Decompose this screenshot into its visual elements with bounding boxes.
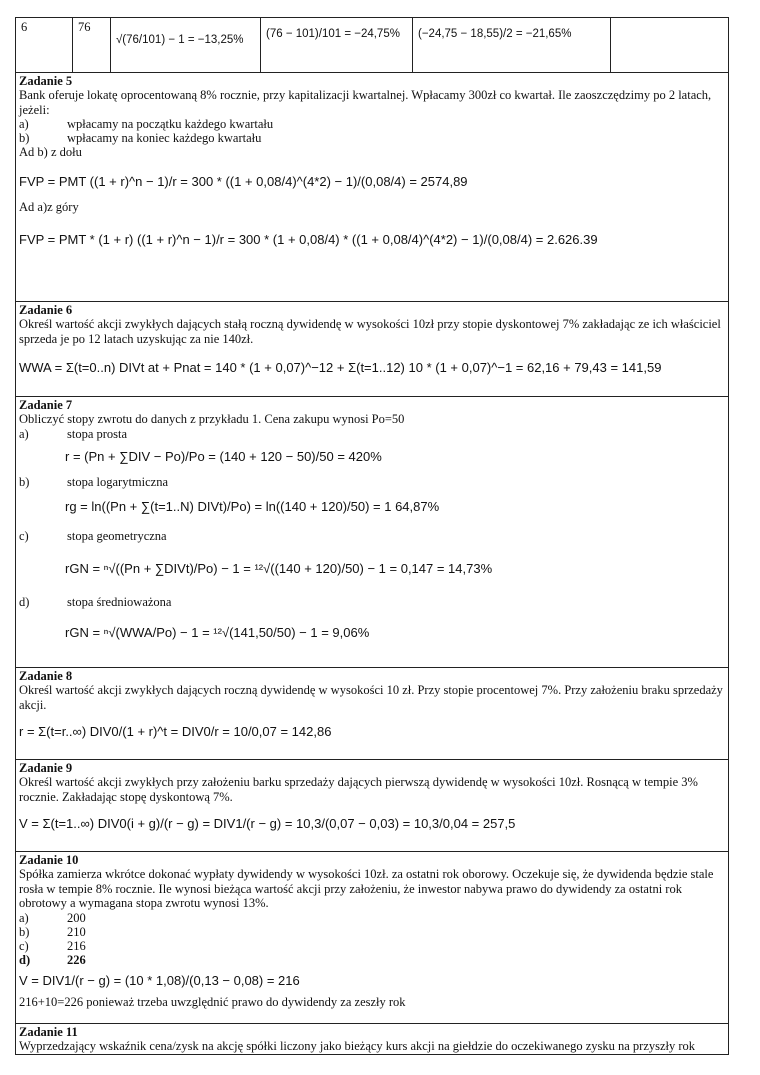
list-text: stopa geometryczna [67, 528, 167, 543]
task-5-option-b [19, 131, 725, 145]
list-text: wpłacamy na początku każdego kwartału [67, 117, 274, 131]
list-marker: a) [19, 117, 29, 131]
task-6-formula: WWA = Σ(t=0..n) DIVt at + Pnat = 140 * (1 + 0,07)^−12 + Σ(t=1..12) 10 * (1 + 0,07)^−1 = 62,16 + 79,43 = 141,59 [19, 360, 662, 375]
table-cell-empty [611, 18, 728, 72]
task-6-title: Zadanie 6 [19, 303, 73, 317]
task-5-title: Zadanie 5 [19, 74, 73, 88]
task-8-title: Zadanie 8 [19, 669, 73, 683]
task-9-title: Zadanie 9 [19, 761, 73, 775]
table-cell-formula-2: (76 − 101)/101 = −24,75% [261, 18, 413, 72]
task-11-section [16, 1024, 728, 1054]
task-9-text: Określ wartość akcji zwykłych przy założeniu barku sprzedaży dających pierwszą dywidendę w wysokości 10zł. Rosnącą w tempie 3% rocznie. Zakładając stopę dyskontową 7%. [19, 775, 698, 804]
task-7-formula-c: rGN = ⁿ√((Pn + ∑DIVt)/Po) − 1 = ¹²√((140 + 120)/50) − 1 = 0,147 = 14,73% [65, 560, 493, 576]
task-7-title: Zadanie 7 [19, 398, 73, 412]
task-7-formula-a: r = (Pn + ∑DIV − Po)/Po = (140 + 120 − 50)/50 = 420% [65, 448, 382, 464]
list-marker: d) [19, 952, 31, 967]
list-marker: b) [19, 131, 30, 145]
task-6-section [16, 302, 728, 397]
task-10-option-a [19, 911, 725, 925]
task-5-text: Bank oferuje lokatę oprocentowaną 8% rocznie, przy kapitalizacji kwartalnej. Wpłacamy 300zł co kwartał. Ile zaoszczędzimy po 2 latach, jeżeli: [19, 88, 712, 117]
task-10-option-d [19, 953, 725, 967]
list-text: wpłacamy na koniec każdego kwartału [67, 131, 262, 145]
list-text: 200 [67, 910, 86, 925]
list-marker: a) [19, 910, 29, 925]
list-marker: c) [19, 938, 29, 953]
task-5-section [16, 73, 728, 302]
task-11-title: Zadanie 11 [19, 1025, 78, 1039]
list-text: stopa logarytmiczna [67, 474, 169, 489]
task-7-item-c [19, 529, 725, 543]
list-marker: c) [19, 528, 29, 543]
task-5-ad-b: Ad b) z dołu [19, 145, 82, 159]
document-page [15, 17, 729, 1055]
task-10-section [16, 852, 728, 1024]
task-10-note: 216+10=226 ponieważ trzeba uwzględnić prawo do dywidendy za zeszły rok [19, 994, 406, 1009]
task-8-section [16, 668, 728, 760]
task-5-option-a [19, 117, 725, 131]
list-text: stopa prosta [67, 426, 128, 441]
task-10-option-b [19, 925, 725, 939]
table-cell-number: 6 [16, 18, 73, 72]
task-9-section [16, 760, 728, 852]
list-text: 226 [67, 952, 86, 967]
list-marker: d) [19, 594, 30, 609]
task-11-text: Wyprzedzający wskaźnik cena/zysk na akcję spółki liczony jako bieżący kurs akcji na giełdzie do oczekiwanego zysku na przyszły rok [19, 1039, 696, 1053]
task-10-text: Spółka zamierza wkrótce dokonać wypłaty dywidendy w wysokości 10zł. za ostatni rok oborowy. Oczekuje się, że dywidenda będzie stale rosła w tempie 8% rocznie. Ile wynosi bieżąca wartość akcji przy założeniu, że inwestor nabywa prawo do dywidendy za ostatni rok obrotowy a wymagana stopa zwrotu wynosi 13%. [19, 867, 714, 910]
task-10-title: Zadanie 10 [19, 853, 79, 867]
list-marker: b) [19, 924, 30, 939]
task-7-item-a [19, 427, 725, 441]
task-6-text: Określ wartość akcji zwykłych dających stałą roczną dywidendę w wysokości 10zł przy stopie dyskontowej 7% zakładając ze ich właściciel sprzeda je po 12 latach uzyskując za nie 140zł. [19, 317, 721, 346]
list-text: 216 [67, 938, 86, 953]
list-text: 210 [67, 924, 86, 939]
task-7-item-b [19, 475, 725, 489]
task-5-formula-2: FVP = PMT * (1 + r) ((1 + r)^n − 1)/r = 300 * (1 + 0,08/4) * ((1 + 0,08/4)^(4*2) − 1)/(0,08/4) = 2.626.39 [19, 232, 598, 247]
table-row [16, 18, 728, 73]
task-7-item-d [19, 595, 725, 609]
task-5-ad-a: Ad a)z góry [19, 199, 79, 214]
table-cell-formula-1: √(76/101) − 1 = −13,25% [111, 18, 261, 72]
table-cell-formula-3: (−24,75 − 18,55)/2 = −21,65% [413, 18, 611, 72]
task-7-formula-b: rg = ln((Pn + ∑(t=1..N) DIVt)/Po) = ln((140 + 120)/50) = 1 64,87% [65, 498, 440, 514]
task-8-formula: r = Σ(t=r..∞) DIV0/(1 + r)^t = DIV0/r = 10/0,07 = 142,86 [19, 724, 332, 739]
task-7-text: Obliczyć stopy zwrotu do danych z przykładu 1. Cena zakupu wynosi Po=50 [19, 412, 405, 426]
task-9-formula: V = Σ(t=1..∞) DIV0(i + g)/(r − g) = DIV1/(r − g) = 10,3/(0,07 − 0,03) = 10,3/0,04 = 257,5 [19, 816, 516, 831]
task-10-option-c [19, 939, 725, 953]
list-text: stopa średnioważona [67, 594, 172, 609]
task-7-section [16, 397, 728, 668]
task-10-formula: V = DIV1/(r − g) = (10 * 1,08)/(0,13 − 0,08) = 216 [19, 972, 300, 988]
list-marker: b) [19, 474, 30, 489]
task-8-text: Określ wartość akcji zwykłych dających roczną dywidendę w wysokości 10 zł. Przy stopie procentowej 7%. Przy założeniu braku sprzedaży akcji. [19, 683, 723, 712]
task-7-formula-d: rGN = ⁿ√(WWA/Po) − 1 = ¹²√(141,50/50) − 1 = 9,06% [65, 624, 370, 640]
list-marker: a) [19, 426, 29, 441]
task-5-formula-1: FVP = PMT ((1 + r)^n − 1)/r = 300 * ((1 + 0,08/4)^(4*2) − 1)/(0,08/4) = 2574,89 [19, 173, 468, 189]
table-cell-price: 76 [73, 18, 111, 72]
